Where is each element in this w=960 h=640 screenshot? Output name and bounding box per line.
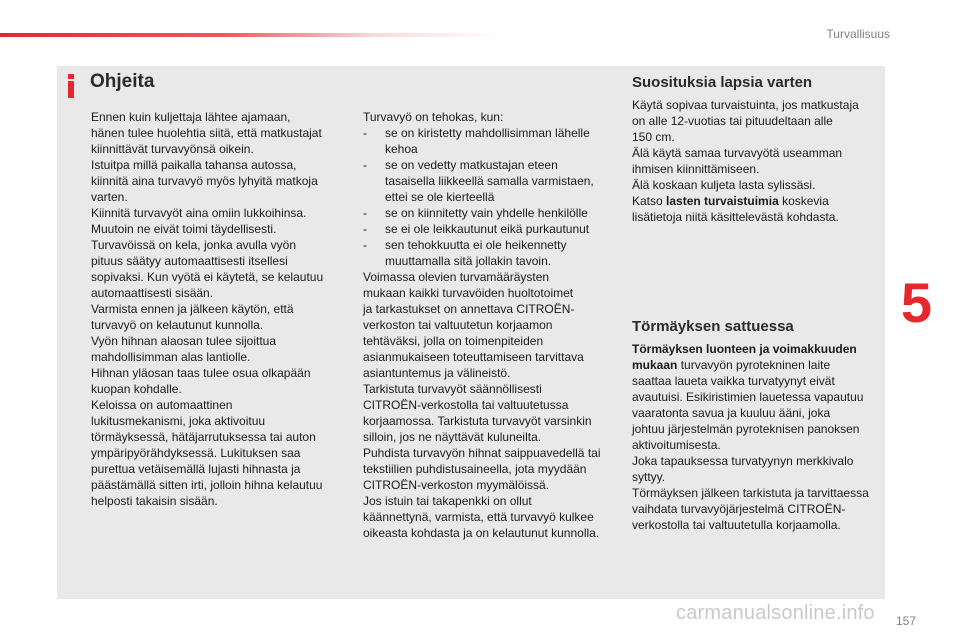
col2-line: ja tarkastukset on annettava CITROËN- [363, 302, 575, 316]
col1-line: purettua vetäisemällä lujasti hihnasta ja [91, 462, 301, 476]
col2-line: Puhdista turvavyön hihnat saippuavedellä tai [363, 446, 601, 460]
col1-line: mahdollisimman alas lantiolle. [91, 350, 251, 364]
col1-line: Muutoin ne eivät toimi täydellisesti. [91, 222, 277, 236]
collision-text [632, 341, 884, 533]
condition-item-text: se on kiinnitetty vain yhdelle henkilölle [385, 206, 588, 220]
col2-line: CITROËN-verkoston myymälöissä. [363, 478, 550, 492]
condition-item-text: se on kiristetty mahdollisimman lähelle [385, 126, 590, 140]
col1-line: automaattisesti sisään. [91, 286, 214, 300]
collision-title: Törmäyksen sattuessa [632, 318, 794, 335]
col1-line: lukitusmekanismi, joka aktivoituu [91, 414, 266, 428]
collision-line2 [632, 357, 884, 373]
condition-item-text: kehoa [385, 142, 418, 156]
col1-line: kiinnittävät turvavyönsä oikein. [91, 142, 254, 156]
col1-line: turvavyö on kelautunut kunnolla. [91, 318, 264, 332]
collision-bold-1: Törmäyksen luonteen ja voimakkuuden [632, 342, 857, 356]
collision-line: johtuu järjestelmän pyroteknisen panoksen [632, 422, 860, 436]
children-ref-prefix: Katso [632, 194, 667, 208]
col1-line: päästämällä sitten irti, jolloin hihna kelautuu [91, 478, 323, 492]
col1-line: Varmista ennen ja jälkeen käytön, että [91, 302, 294, 316]
condition-item-text: ettei se ole kierteellä [385, 190, 495, 204]
children-line: Älä koskaan kuljeta lasta sylissäsi. [632, 178, 816, 192]
collision-line: aktivoitumisesta. [632, 438, 721, 452]
info-icon-bar [68, 81, 74, 98]
children-line: Käytä sopivaa turvaistuinta, jos matkustaja [632, 98, 859, 112]
bullet-dash: - [363, 222, 367, 236]
col1-line: Kiinnitä turvavyöt aina omiin lukkoihinsa. [91, 206, 307, 220]
collision-lines [632, 373, 884, 533]
collision-line: avautuisi. Esikiristimien lauetessa vapautuu [632, 390, 864, 404]
col2-line: CITROËN-verkostolla tai valtuutetussa [363, 398, 569, 412]
children-line: 150 cm. [632, 130, 675, 144]
chapter-number: 5 [900, 271, 932, 334]
condition-item [363, 125, 613, 157]
children-ref-line2: lisätietoja niitä käsittelevästä kohdasta. [632, 210, 839, 224]
bullet-dash: - [363, 238, 367, 252]
collision-line: Joka tapauksessa turvatyynyn merkkivalo [632, 454, 854, 468]
section-name: Turvallisuus [826, 27, 890, 41]
bullet-dash: - [363, 158, 367, 172]
info-column-1 [91, 109, 351, 509]
collision-line: syttyy. [632, 470, 666, 484]
col2-line: asiantuntemus ja välineistö. [363, 366, 511, 380]
children-line: Älä käytä samaa turvavyötä useamman [632, 146, 843, 160]
col1-line: Keloissa on automaattinen [91, 398, 233, 412]
condition-item [363, 157, 613, 205]
info-icon-dot [68, 74, 74, 79]
info-column-2 [363, 109, 613, 541]
condition-item-text: tasaisella liikkeellä samalla varmistaen, [385, 174, 594, 188]
bullet-dash: - [363, 206, 367, 220]
col1-line: Ennen kuin kuljettaja lähtee ajamaan, [91, 110, 291, 124]
condition-item-text: muuttamalla sitä jollakin tavoin. [385, 254, 552, 268]
header-accent-bar [0, 33, 500, 37]
collision-bold-line [632, 341, 884, 357]
collision-line: vaaratonta savua ja kuuluu ääni, joka [632, 406, 831, 420]
col1-line: Vyön hihnan alaosan tulee sijoittua [91, 334, 277, 348]
children-ref-link: lasten turvaistuimia [666, 194, 779, 208]
col2-line: Tarkistuta turvavyöt säännöllisesti [363, 382, 542, 396]
children-title: Suosituksia lapsia varten [632, 74, 813, 91]
col1-line: sopivaksi. Kun vyötä ei käytetä, se kelautuu [91, 270, 324, 284]
col2-line: tehtäväksi, jolla on toimenpiteiden [363, 334, 544, 348]
collision-line: Törmäyksen jälkeen tarkistuta ja tarvittaessa [632, 486, 869, 500]
collision-bold-2: mukaan [632, 358, 678, 372]
col2-line: asianmukaiseen toteuttamiseen tarvittava [363, 350, 584, 364]
info-box-title: Ohjeita [90, 71, 155, 92]
col1-line: kuopan kohdalle. [91, 382, 182, 396]
condition-list [363, 125, 613, 269]
col2-line: verkoston tai valtuutetun korjaamon [363, 318, 553, 332]
children-line: ihmisen kiinnittämiseen. [632, 162, 760, 176]
condition-item [363, 221, 613, 237]
info-icon [66, 74, 76, 98]
col1-line: Hihnan yläosan taas tulee osua olkapään [91, 366, 311, 380]
col2-intro: Turvavyö on tehokas, kun: [363, 110, 504, 124]
col1-line: törmäyksessä, hätäjarrutuksessa tai auton [91, 430, 316, 444]
col1-line: Istuitpa millä paikalla tahansa autossa, [91, 158, 297, 172]
page-number: 157 [895, 614, 916, 628]
collision-line2-rest: turvavyön pyrotekninen laite [677, 358, 831, 372]
children-lines [632, 97, 884, 193]
col2-line: käännettynä, varmista, että turvavyö kulkee [363, 510, 594, 524]
col1-line: varten. [91, 190, 128, 204]
col2-body [363, 269, 613, 541]
col2-line: mukaan kaikki turvavöiden huoltotoimet [363, 286, 574, 300]
collision-line: verkostolla tai valtuutetulla korjaamolla. [632, 518, 841, 532]
col2-line: silloin, jos ne näyttävät kuluneilta. [363, 430, 542, 444]
col1-line: hänen tulee huolehtia siitä, että matkustajat [91, 126, 322, 140]
children-reference [632, 193, 884, 209]
col2-line: oikeasta kohdasta ja on kelautunut kunnolla. [363, 526, 600, 540]
bullet-dash: - [363, 126, 367, 140]
condition-item [363, 205, 613, 221]
children-ref-suffix: koskevia [778, 194, 829, 208]
watermark: carmanualsonline.info [676, 602, 875, 624]
col1-line: pituus säätyy automaattisesti itsellesi [91, 254, 288, 268]
collision-line: saattaa laueta vaikka turvatyynyt eivät [632, 374, 835, 388]
condition-item-text: se on vedetty matkustajan eteen [385, 158, 558, 172]
col1-line: kiinnitä aina turvavyö myös lyhyitä matkoja [91, 174, 318, 188]
condition-item-text: se ei ole leikkautunut eikä purkautunut [385, 222, 590, 236]
children-text [632, 97, 884, 225]
col1-line: helposti takaisin sisään. [91, 494, 218, 508]
col1-line: ympäripyörähdyksessä. Lukituksen saa [91, 446, 301, 460]
collision-line: vaihdata turvavyöjärjestelmä CITROËN- [632, 502, 846, 516]
col2-line: korjaamossa. Tarkistuta turvavyöt varsinkin [363, 414, 592, 428]
col1-line: Turvavöissä on kela, jonka avulla vyön [91, 238, 296, 252]
condition-item-text: sen tehokkuutta ei ole heikennetty [385, 238, 567, 252]
col2-line: Voimassa olevien turvamääräysten [363, 270, 550, 284]
condition-item [363, 237, 613, 269]
col2-line: Jos istuin tai takapenkki on ollut [363, 494, 532, 508]
col2-line: tekstiilien puhdistusaineella, jota myydään [363, 462, 587, 476]
children-line: on alle 12-vuotias tai pituudeltaan alle [632, 114, 833, 128]
